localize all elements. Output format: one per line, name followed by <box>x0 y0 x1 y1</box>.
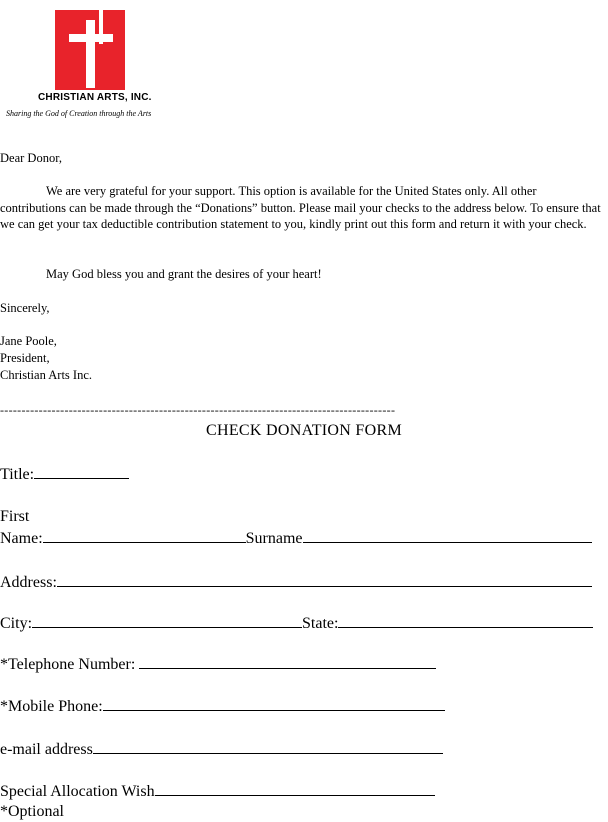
letter-closing: Sincerely, <box>0 301 50 315</box>
first-name-label: Name: <box>0 530 43 547</box>
optional-footnote: *Optional <box>0 803 64 820</box>
state-label: State: <box>302 615 339 632</box>
address-field-row <box>0 572 592 593</box>
city-state-field-row <box>0 613 593 634</box>
logo-name: CHRISTIAN ARTS, INC. <box>38 92 152 103</box>
telephone-field-row <box>0 654 436 675</box>
city-label: City: <box>0 615 33 632</box>
allocation-input-line[interactable] <box>155 781 435 796</box>
organization-logo <box>0 0 180 124</box>
signature-title: President, <box>0 351 50 365</box>
telephone-input-line[interactable] <box>139 654 436 669</box>
form-title: CHECK DONATION FORM <box>206 422 402 439</box>
address-label: Address: <box>0 574 57 591</box>
email-field-row <box>0 739 443 760</box>
allocation-label: Special Allocation Wish <box>0 783 155 800</box>
title-input-line[interactable] <box>34 464 129 479</box>
surname-input-line[interactable] <box>303 528 592 543</box>
logo-tagline: Sharing the God of Creation through the Arts <box>6 109 152 118</box>
letter-greeting: Dear Donor, <box>0 151 62 165</box>
city-input-line[interactable] <box>32 613 302 628</box>
telephone-label: *Telephone Number: <box>0 656 136 673</box>
email-input-line[interactable] <box>93 739 443 754</box>
surname-label: Surname <box>245 530 303 547</box>
name-field-row <box>0 528 592 549</box>
title-field-row <box>0 464 129 485</box>
mobile-input-line[interactable] <box>103 696 445 711</box>
email-label: e-mail address <box>0 741 93 758</box>
address-input-line[interactable] <box>57 572 592 587</box>
first-name-input-line[interactable] <box>43 528 246 543</box>
first-label-line1: First <box>0 508 30 525</box>
cross-logo-icon <box>55 10 125 90</box>
allocation-field-row <box>0 781 435 802</box>
mobile-field-row <box>0 696 445 717</box>
mobile-label: *Mobile Phone: <box>0 698 103 715</box>
letter-paragraph-2: May God bless you and grant the desires of your heart! <box>46 267 322 281</box>
state-input-line[interactable] <box>338 613 593 628</box>
letter-paragraph-1: We are very grateful for your support. This option is available for the United States only. All other contributions can be made through the “Donations” button. Please mail your checks to the address below. To ensure that we can get your tax deductible contribution statement to you, kindly print out this form and return it with your check. <box>0 184 601 231</box>
signature-org: Christian Arts Inc. <box>0 368 93 382</box>
signature-name: Jane Poole, <box>0 334 57 348</box>
title-label: Title: <box>0 466 35 483</box>
cut-line-divider: -------------------------------------------------------------------------------------------- <box>0 403 396 417</box>
